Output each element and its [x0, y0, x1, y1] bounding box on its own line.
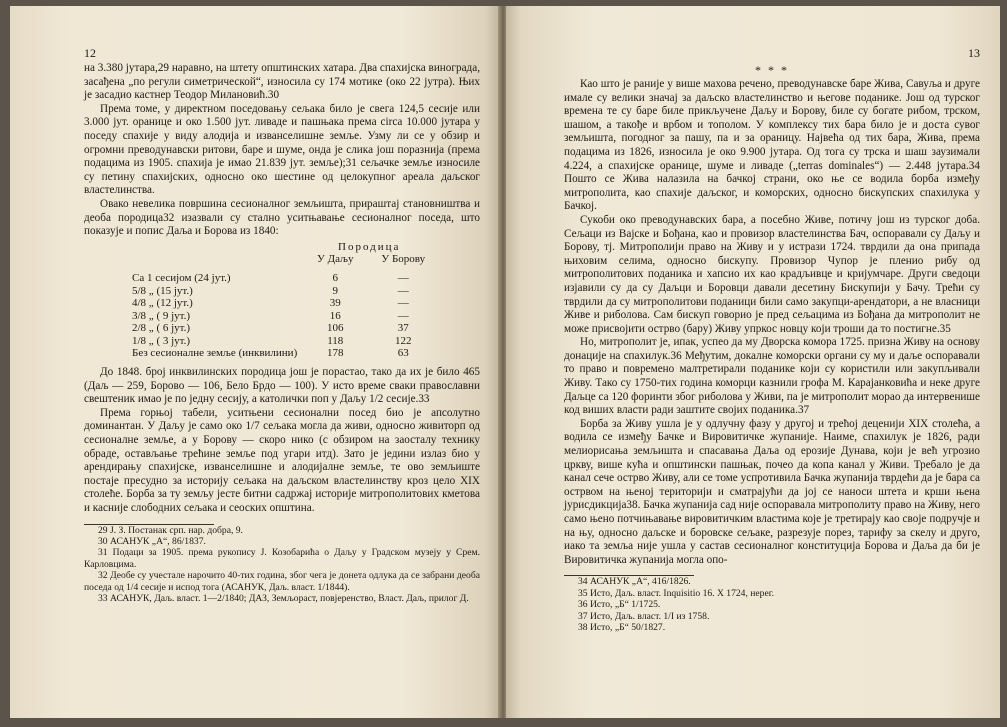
left-footnotes	[84, 525, 480, 605]
table-col-borovo: У Борову	[381, 253, 426, 266]
row-value-borovo: —	[397, 309, 409, 322]
row-value-dalj: 16	[329, 309, 341, 322]
row-label: 4/8 „ (12 јут.)	[132, 297, 193, 310]
left-body-top	[84, 62, 480, 239]
table-row	[128, 297, 437, 310]
right-footnotes	[564, 576, 980, 633]
paragraph: Овако невелика површина сесионалног земљишта, прираштај становништва и деоба породица32 изазвали су стално уситњавање сесионалног поседа, што показује и попис Даља и Борова из 1840:	[84, 197, 480, 238]
footnote: 29 Ј. З. Постанак срп. нар. добра, 9.	[98, 524, 243, 536]
row-label: 1/8 „ ( 3 јут.)	[132, 334, 191, 347]
household-table	[128, 241, 437, 360]
footnote: 30 АСАНУК „А“, 86/1837.	[98, 536, 206, 547]
row-value-borovo: —	[397, 297, 409, 310]
right-body	[564, 78, 980, 567]
footnote: 36 Исто, „Б“ 1/1725.	[578, 599, 661, 611]
table-row	[128, 335, 437, 348]
row-value-dalj: 118	[327, 334, 344, 347]
table-col-dalj: У Даљу	[317, 253, 354, 266]
row-value-borovo: —	[397, 271, 409, 284]
footnote: 38 Исто, „Б“ 50/1827.	[578, 622, 666, 633]
row-label: Без сесионалне земље (инквилини)	[132, 347, 298, 360]
table-row	[128, 322, 437, 335]
footnote: 34 АСАНУК „А“, 416/1826.	[578, 576, 691, 588]
row-value-dalj: 178	[327, 347, 344, 360]
row-value-dalj: 6	[332, 271, 338, 284]
paragraph: Као што је раније у више махова речено, преводунавске баре Жива, Савуља и друге имале су велики значај за даљско властелинство и његове поданике. Још од турског времена те су баре биле прикључене Даљу и Борову, биле су богате рибом, трском, шашом, а такође и врбом и тополом. У комплексу тих бара било је и доста сувог земљишта, погодног за пашу, па и за ораницу. Највећа од тих бара, Жива, према подацима из 1826, износила је око 9.900 јутара. Од тога су трска и шаш заузимали 4.224, а спахијске оранице, шуме и ливаде („terras dominales“) — 2.448 јутара.34 Пошто се Жива налазила на бачкој страни, око ње се водила борба између митрополита, као спахије даљског, и коморских, односно бискупских спахилука у Бачкој.	[564, 78, 980, 213]
row-value-borovo: 122	[395, 334, 412, 347]
paragraph: До 1848. број инквилинских породица још је порастао, тако да их је било 465 (Даљ — 259, Борово — 106, Бело Брдо — 100). У исто време сваки православни свештеник имао је по једну сесију, а католички поп у Даљу 1/2 сесије.33	[84, 366, 480, 406]
footnote: 32 Деобе су учестале нарочито 40-тих година, због чега је донета одлука да се забрани деоба поседа од 1/4 сесије и испод тога (АСАНУК, Даљ. власт. 1/1844).	[84, 570, 480, 593]
paragraph: Сукоби око преводунавских бара, а посебно Живе, потичу још из турског доба. Сељаци из Вајске и Бођана, као и провизор властелинства Бач, оспоравали су Даљу и Борову, тј. Митрополији право на Живу и у истрази 1724. тврдили да она припада њиховим селима, односно бискупу. Провизор Чупор је пленио рибу од митрополитових поданика и хапсио их као крадљивце и кријумчаре. Други сведоци изјавили су да су Даљци и Боровци давали десетину Бискупији у Бачу. Трећи су тврдили да су митрополитови поданици били само закупци-арендатори, а не власници Живе и риболова. Сам бискуп говорио је пред сељацима из Бођана да митрополит не може присвојити острво (бару) Живу упркос новцу који троши да то постигне.35	[564, 213, 980, 335]
paragraph: Према томе, у директном поседовању сељака било је свега 124,5 сесије или 3.000 јут. оранице и око 1.500 јут. ливаде и пашњака према circa 10.000 јутара у поседу спахије у виду алодија и изванселишне земље. Узму ли се у обзир и огромни преводунавски ритови, баре и шуме, онда је слика још поразнија (према подацима из 1905. спахија је имао 21.839 јут. земље);31 сељачке земље износиле су петину спахијских, односно око шестине од целокупног ареала даљског властелинства.	[84, 102, 480, 197]
row-label: Са 1 сесијом (24 јут.)	[132, 271, 231, 284]
table-row	[128, 347, 437, 360]
page-number-right: 13	[968, 46, 980, 60]
footnote: 31 Подаци за 1905. према рукопису Ј. Козобарића о Даљу у Градском музеју у Срем. Карловцима.	[84, 547, 480, 570]
paragraph: Према горњој табели, уситњени сесионални посед био је апсолутно доминантан. У Даљу је само око 1/7 сељака могла да живи, односно живиторп од сесионалне земље, а у Борову — скоро нико (с обзиром на заосталу технику обраде, остављање трећине земље под угари итд). Зато је једини излаз био у арендирању спахијске, изванселишне и алодијалне земље, те ово земљиште постаје пресудно за историју сељака на даљском властелинству кроз цело XIX столеће. Борба за ту земљу јесте битни садржај историје митрополитових кметова и касније слободних сељака и сеоских општина.	[84, 406, 480, 514]
left-page	[10, 6, 500, 718]
table-row	[128, 285, 437, 298]
left-body-bottom	[84, 366, 480, 516]
row-value-dalj: 106	[327, 322, 344, 335]
table-header: Породица	[338, 240, 401, 253]
right-page	[506, 6, 1000, 718]
section-divider: * * *	[755, 63, 789, 77]
row-value-dalj: 39	[329, 297, 341, 310]
row-value-borovo: 37	[397, 322, 409, 335]
row-value-borovo: 63	[397, 347, 409, 360]
table-row	[128, 310, 437, 323]
table-row	[128, 272, 437, 285]
row-value-borovo: —	[397, 284, 409, 297]
footnote: 37 Исто, Даљ. власт. 1/I из 1758.	[578, 610, 710, 622]
row-label: 3/8 „ ( 9 јут.)	[132, 309, 191, 322]
row-value-dalj: 9	[332, 284, 338, 297]
footnote: 33 АСАНУК, Даљ. власт. 1—2/1840; ДАЗ, Земљораст, повјеренство, Власт. Даљ, прилог Д.	[98, 593, 469, 605]
page-number-left: 12	[84, 46, 96, 60]
row-label: 5/8 „ (15 јут.)	[132, 284, 193, 297]
row-label: 2/8 „ ( 6 јут.)	[132, 322, 191, 335]
paragraph: на 3.380 јутара,29 наравно, на штету општинских хатара. Два спахијска винограда, засађена „по регули симетрической“, износила су 174 мотике (око 22 јутра). Њих је засадио кастнер Теодор Милановић.30	[84, 62, 480, 102]
paragraph: Но, митрополит је, ипак, успео да му Дворска комора 1725. призна Живу на основу донације на спахилук.36 Међутим, докалне коморски органи су му и даље оспоравали то право и повремено малтретирали поданике који су користили или закупљивали Живу. Тако су 1750-тих година коморци казнили грофа М. Карајанковића и неке друге Даљце са 120 форинти због риболова у Живи, па је митрополит морао да интервенише код виших власти ради заштите својих поданика.37	[564, 336, 980, 417]
paragraph: Борба за Живу ушла је у одлучну фазу у другој и трећој деценији XIX столећа, а водила се између Бачке и Вировитичке жупаније. Наиме, спахилук је 1826, ради мелиорисања земљишта и спасавања Даља од ерозије Дунава, који је већ угрозио цркву, више кућа и општински пашњак, почео да копа канал у Живи. Требало је да канал сече острво Живу, али се томе успротивила Бачка жупанија тврдећи да је бара са острвом на њеној територији и сматрајући да јој се наноси штета и крши њена јурисдикција38. Бачка жупанија сад није оспоравала митрополиту право на Живу, него само њено потчињавање вировитичким властима које је третирају као своје подручје и на њу, односно даљске и боровске сељаке, разрезује порез, тарифу за скелу и друго, иако та земља није ушла у састав сесионалног конституција Борова и Даља да би је Вировитичка жупанија могла опо-	[564, 417, 980, 566]
footnote: 35 Исто, Даљ. власт. Inquisitio 16. X 1724, нерег.	[578, 587, 774, 599]
